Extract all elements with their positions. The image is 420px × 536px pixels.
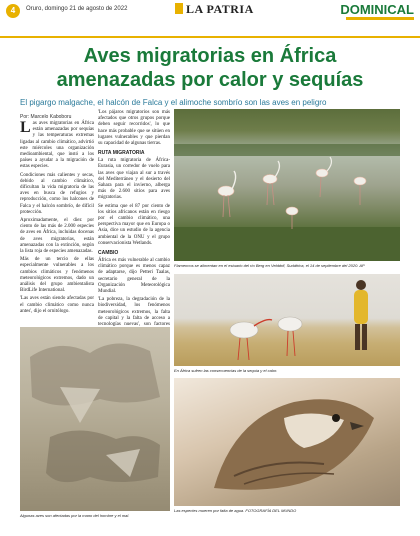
falcon-icon (174, 378, 400, 506)
masthead-logo-icon (175, 3, 183, 14)
page-header (0, 0, 420, 38)
paragraph: 'La pobreza, la degradación de la biodiversidad, los fenómenos meteorológicos extremos, la falta de capital y la falta de acceso a tecnologías nuevas', son factores (98, 297, 170, 328)
carcass-photo-caption: Algunas aves son afectadas por la mano del hombre y el mal. (20, 513, 130, 518)
byline: Por: Marcelo Kaboboru (20, 114, 72, 120)
article-column-1 (20, 121, 94, 317)
stork-scene-icons (174, 274, 400, 366)
article-column-2 (98, 110, 170, 357)
bird-carcass-photo (20, 327, 170, 511)
dateline: Oruro, domingo 21 de agosto de 2022 (26, 6, 128, 12)
paragraph: África es más vulnerable al cambio climático porque es menos capaz de adaptarse, dijo Petteri Taalas, secretario general de la Organización Meteorológica Mundial. (98, 258, 170, 295)
carcass-scene-icons (20, 327, 170, 511)
paragraph: Las aves migratorias en África están amenazadas por sequías y las temperaturas extremas ligadas al cambio climático, advirtió este miércoles una organización medioambiental, que instó a los países a ayudar a la migración de estas especies. (20, 119, 94, 170)
headline (0, 44, 420, 92)
paragraph: Condiciones más calientes y secas, debido al cambio climático, dificultan la vida migratoria de las aves en busca de refugios y reproducción, como los halcones de Falca y el halcón sombrío, de difícil protección. (20, 172, 94, 215)
flamingo-lake-photo (174, 109, 400, 261)
paragraph: Aproximadamente, el diez por ciento de las más de 2.000 especies de aves en África, incluidas docenas de aves migratorias, están amenazadas con la extinción, según la lista roja de especies amenazadas. (20, 218, 94, 255)
paragraph: La ruta migratoria de África-Eurasia, un corredor de vuelo para las aves que viajan al sur a través del Mediterráneo y el desierto del Sahara para el invierno, alberga más de 2.600 sitios para aves migratorias. (98, 158, 170, 201)
paragraph: 'Los pájaros migratorios son más afectados que otros grupos porque deben seguir recorridos', lo que hace más probable que se sitúen en lugares vulnerables y que pierdan su capacidad de algunas tierras. (98, 110, 170, 147)
masthead (175, 2, 254, 17)
stork-photo-caption: En África sufren las consecuencias de la sequía y el calor. (174, 368, 278, 373)
stork-drought-photo (174, 274, 400, 366)
falcon-photo (174, 378, 400, 506)
section-name: DOMINICAL (340, 2, 414, 17)
masthead-title: LA PATRIA (186, 2, 254, 16)
headline-line-2: amenazadas por calor y sequías (56, 69, 364, 91)
section-heading-ruta: RUTA MIGRATORIA (98, 150, 145, 157)
paragraph: 'Las aves están siendo afectadas por el cambio climático como nunca antes', dijo el ornitólogo. (20, 296, 94, 314)
flamingo-icons (174, 109, 400, 261)
section-heading-cambio: CAMBIO (98, 250, 119, 257)
paragraph: Más de un tercio de ellas especialmente vulnerables a los cambios climáticos y fenómenos meteorológicos extremos, dado un análisis del grupo ambientalista BirdLife International. (20, 257, 94, 294)
drop-cap: L (20, 119, 31, 136)
paragraph: Se estima que el 87 por ciento de los sitios africanos están en riesgo por el cambio climático, una perspectiva mayor que en Europa o Asia, dice un estudio de la agencia ambiental de la ONU y el grupo conservacionista Wetlands. (98, 203, 170, 246)
section-underline (346, 17, 414, 20)
subheadline: El pigargo malgache, el halcón de Falca y el alimoche sombrío son las aves en peligro (20, 98, 327, 107)
flamingo-photo-caption: Flamencos se alimentan en el estuario del río Berg en Velddrif, Sudáfrica, el 14 de septiembre del 2020. AP (174, 263, 365, 268)
falcon-photo-caption: Las especies mueren por falta de agua. FOTOGRAFÍA DEL MUNDO (174, 508, 297, 513)
headline-line-1: Aves migratorias en África (83, 45, 337, 67)
page-number-badge: 4 (6, 4, 20, 18)
